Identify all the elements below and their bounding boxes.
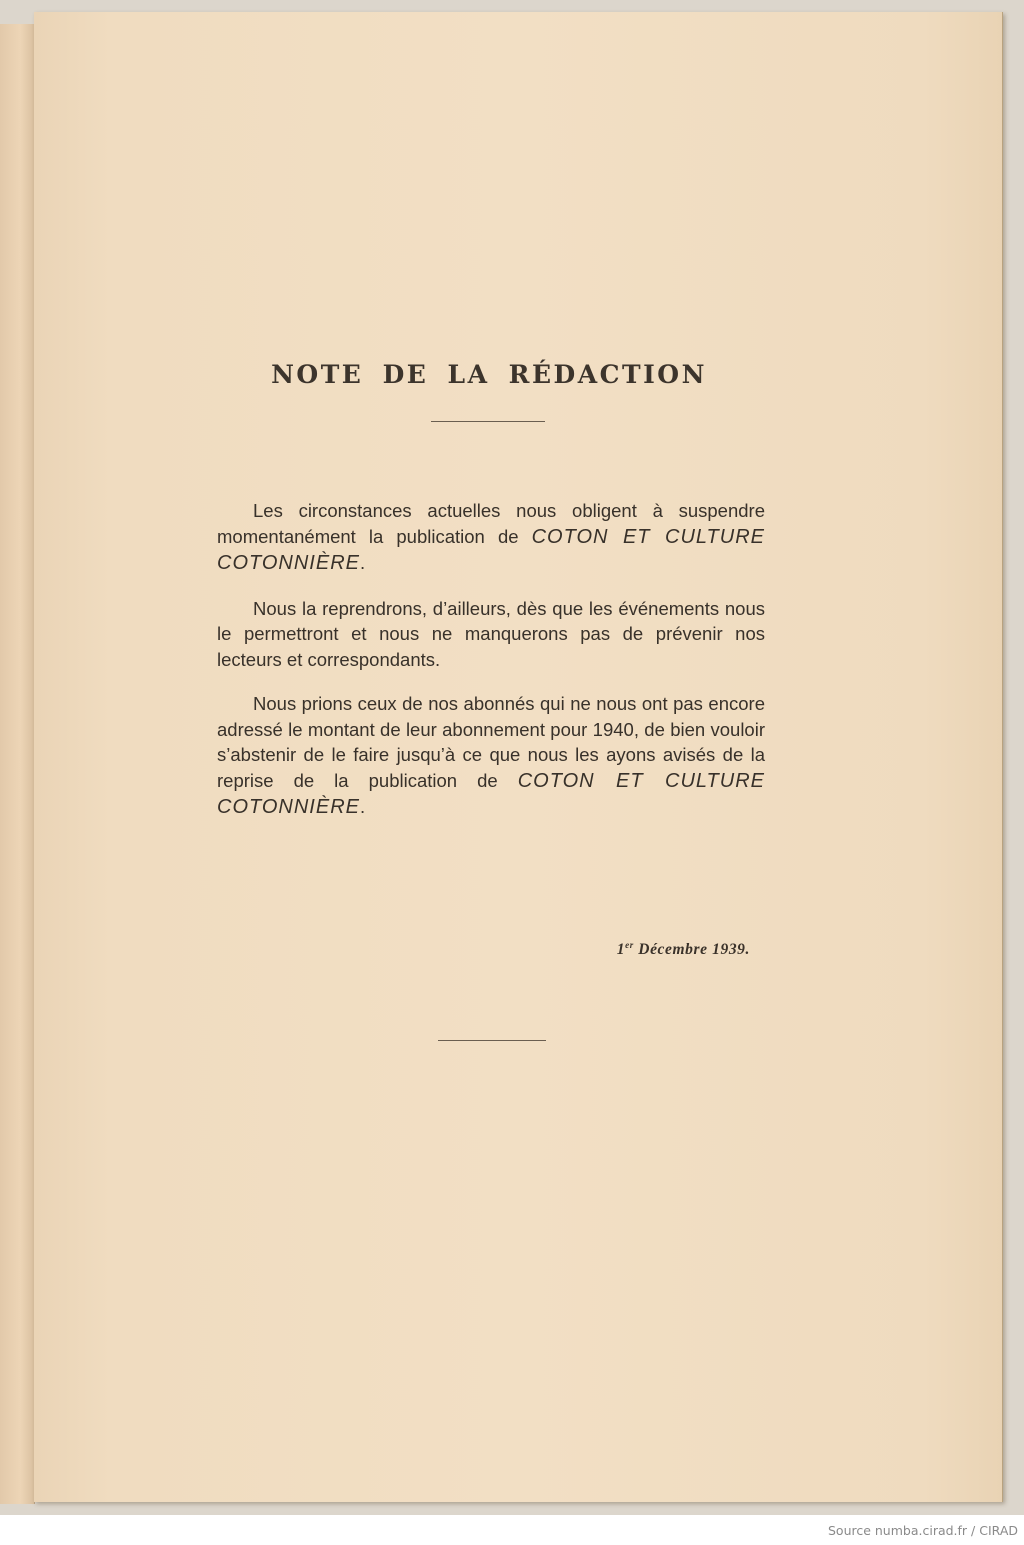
page-title: NOTE DE LA RÉDACTION	[271, 360, 707, 389]
paragraph-1-emphasis: COTON ET CULTURE COTONNIÈRE	[217, 525, 765, 574]
paragraph-1-tail: .	[359, 552, 366, 573]
paragraph-3-text: Nous prions ceux de nos abonnés qui ne nous ont pas encore adressé le montant de leur abonnement pour 1940, de bien vouloir s’abstenir de le faire jusqu’à ce que nous les ayons avisés de la reprise de la publication de	[217, 693, 765, 791]
source-credit: Source numba.cirad.fr / CIRAD	[827, 1523, 1018, 1538]
page-content	[34, 12, 1002, 1502]
paragraph-3-tail: .	[359, 796, 366, 817]
closing-divider	[438, 1040, 546, 1041]
title-divider	[431, 421, 545, 422]
paragraph-3-emphasis: COTON ET CULTURE COTONNIÈRE	[217, 769, 765, 818]
document-page	[34, 12, 1003, 1502]
source-bar	[0, 1515, 1024, 1545]
date-line	[454, 940, 750, 959]
paragraph-2	[217, 596, 765, 673]
date-day: 1	[616, 941, 626, 959]
paragraph-3	[217, 691, 765, 821]
paragraph-1	[217, 498, 765, 577]
body-text	[217, 498, 765, 840]
paragraph-2-text: Nous la reprendrons, d’ailleurs, dès que les événements nous le permettront et nous ne manquerons pas de prévenir nos lecteurs et correspondants.	[217, 597, 765, 670]
left-page-edge	[0, 24, 35, 1504]
paragraph-1-text: Les circonstances actuelles nous obligent à suspendre momentanément la publication de	[217, 500, 765, 547]
date-rest: Décembre 1939.	[633, 941, 750, 959]
date-day-suffix: er	[625, 940, 634, 950]
